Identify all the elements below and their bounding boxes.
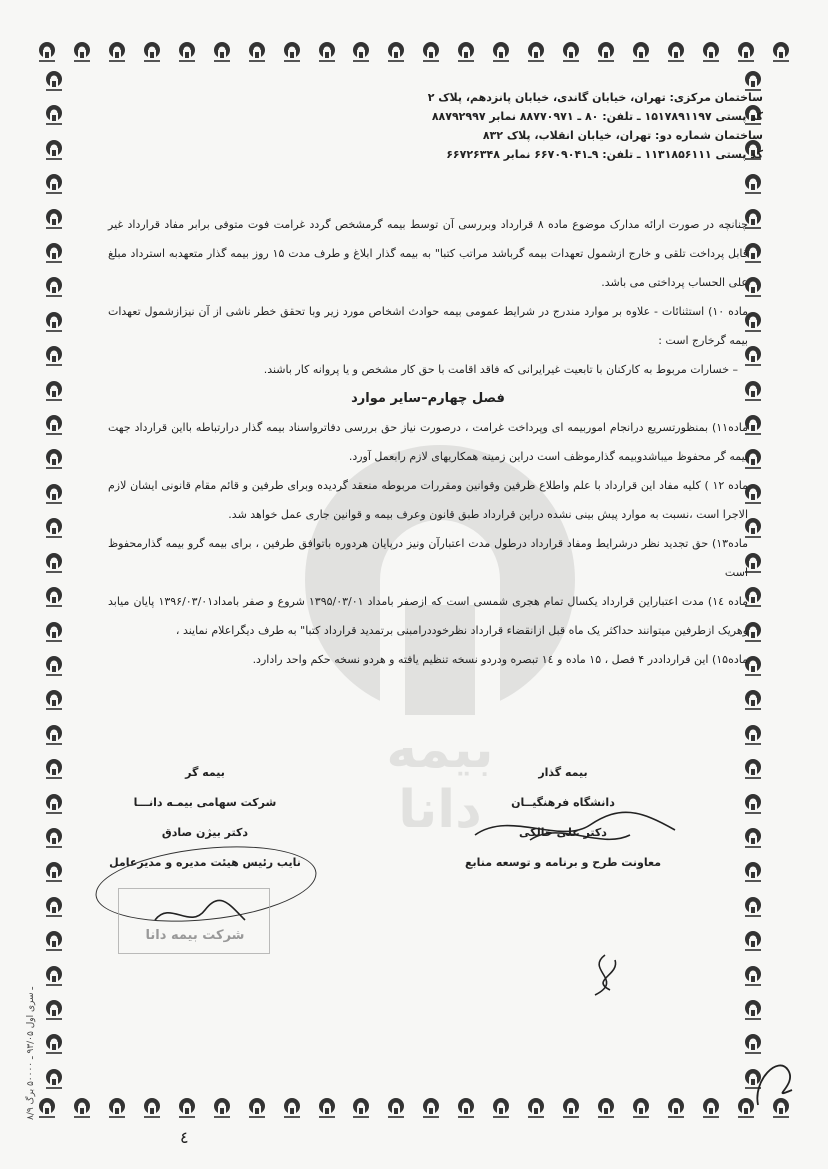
dana-logo-icon [246, 1097, 268, 1119]
dana-logo-icon [385, 1097, 407, 1119]
dana-logo-icon [490, 1097, 512, 1119]
dana-logo-icon [43, 861, 65, 883]
dana-logo-icon [742, 827, 764, 849]
dana-logo-icon [560, 1097, 582, 1119]
dana-logo-icon [742, 173, 764, 195]
dana-logo-icon [43, 483, 65, 505]
dana-logo-icon [350, 1097, 372, 1119]
border-top [36, 32, 792, 72]
insurer-name: دکتر بیژن صادق [161, 826, 249, 839]
dana-logo-icon [281, 41, 303, 63]
paragraph-death-claim: چنانچه در صورت ارائه مدارک موضوع ماده ۸ قرارداد وبررسی آن توسط بیمه گرمشخص گردد غرامت فوت متوفی برابر مفاد قرارداد غیر قابل پرداخت تلقی و خارج ازشمول تعهدات بیمه گرباشد مراتب کتبا" به بیمه گذار ابلاغ و طرف مدت ۱۵ روز بیمه گذار متعهدبه استرداد مبلغ علی الحساب پرداختی می باشد. [108, 218, 748, 289]
dana-logo-icon [43, 586, 65, 608]
article-15: ماده۱۵) این قرارداددر ۴ فصل ، ۱۵ ماده و ۱٤ تبصره ودردو نسخه تنظیم یافته و هردو نسخه حکم واحد رادارد. [252, 653, 748, 666]
dana-logo-icon [43, 139, 65, 161]
dana-logo-icon [36, 41, 58, 63]
section-title: فصل چهارم–سایر موارد [351, 391, 505, 406]
side-print-note: ۸/۹ ـ سری اول ۹۳/۰۵ ـ ۵۰۰۰۰ برگ [26, 986, 36, 1120]
article-13: ماده۱۳) حق تجدید نظر درشرایط ومفاد قرارداد درطول مدت اعتبارآن ونیز درپایان هردوره باتوافق طرفین ، برای بیمه گرو بیمه گذارمحفوظ است [108, 537, 748, 579]
dana-logo-icon [742, 930, 764, 952]
dana-logo-icon [176, 41, 198, 63]
dana-logo-icon [106, 1097, 128, 1119]
handwritten-mark-middle [575, 950, 635, 1000]
exclusion-bullet: – خسارات مربوط به کارکنان با تابعیت غیرایرانی که فاقد اقامت با حق کار مشخص و یا پروانه کار باشند. [263, 363, 738, 376]
address-line-4: کد پستی ۱۱۳۱۸۵۶۱۱۱ ـ تلفن: ۹ـ۶۶۷۰۹۰۴۱ نمابر ۶۶۷۲۶۳۴۸ [446, 148, 763, 161]
dana-logo-icon [43, 793, 65, 815]
dana-logo-icon [665, 1097, 687, 1119]
insurer-title: نایب رئیس هیئت مدیره و مدیرعامل [109, 856, 301, 869]
handwritten-initials-bottom-right [748, 1050, 796, 1110]
dana-logo-icon [595, 1097, 617, 1119]
dana-logo-icon [43, 930, 65, 952]
dana-logo-icon [700, 1097, 722, 1119]
dana-logo-icon [281, 1097, 303, 1119]
dana-logo-icon [742, 861, 764, 883]
dana-logo-icon [742, 689, 764, 711]
dana-logo-icon [385, 41, 407, 63]
dana-logo-icon [770, 41, 792, 63]
article-11: ماده۱۱) بمنظورتسریع درانجام اموربیمه ای وپرداخت غرامت ، درصورت نیاز حق بررسی دفاترواسناد بیمه گذار درارتباطه بااین قرارداد جهت بیمه گر محفوظ میباشدوبیمه گذارموظف است دراین زمینه همکاریهای لازم رابعمل آورد. [108, 421, 748, 463]
dana-logo-icon [316, 41, 338, 63]
dana-logo-icon [742, 793, 764, 815]
dana-logo-icon [43, 242, 65, 264]
dana-logo-icon [43, 1068, 65, 1090]
insured-role: بیمه گذار [538, 766, 588, 779]
dana-logo-icon [211, 1097, 233, 1119]
dana-logo-icon [630, 1097, 652, 1119]
dana-logo-icon [43, 448, 65, 470]
dana-logo-icon [71, 1097, 93, 1119]
dana-logo-icon [141, 41, 163, 63]
address-line-1: ساختمان مرکزی: تهران، خیابان گاندی، خیابان پانزدهم، پلاک ۲ [427, 91, 763, 104]
handwritten-signature-insured [470, 800, 680, 860]
dana-logo-icon [742, 896, 764, 918]
address-header [323, 88, 763, 164]
article-14: ماده ۱٤) مدت اعتباراین قرارداد یکسال تمام هجری شمسی است که ازصفر بامداد ۱۳۹۵/۰۳/۰۱ شروع و صفر بامداد۱۳۹۶/۰۳/۰۱ پایان میابد وهریک ازطرفین میتوانند حداکثر یک ماه قبل ازانقضاء قرارداد نظرخوددرامبنی برتمدید قرارداد کتبا" به طرف دیگراعلام نمایند ، [108, 595, 749, 637]
address-line-3: ساختمان شماره دو: تهران، خیابان انقلاب، پلاک ۸۳۲ [482, 129, 763, 142]
insurer-org: شرکت سهامی بیمـه دانـــا [133, 796, 277, 809]
dana-logo-icon [43, 208, 65, 230]
dana-logo-icon [700, 41, 722, 63]
dana-logo-icon [43, 345, 65, 367]
dana-logo-icon [420, 41, 442, 63]
dana-logo-icon [490, 41, 512, 63]
dana-logo-icon [43, 689, 65, 711]
dana-logo-icon [43, 70, 65, 92]
dana-logo-icon [43, 1033, 65, 1055]
dana-logo-icon [735, 41, 757, 63]
dana-logo-icon [43, 552, 65, 574]
dana-logo-icon [43, 965, 65, 987]
dana-logo-icon [246, 41, 268, 63]
insured-name: دکتر علی خالکی [519, 826, 607, 839]
article-12: ماده ۱۲ ) کلیه مفاد این قرارداد با علم واطلاع طرفین وقوانین ومقررات مربوطه منعقد گردیده وبرای طرفین و قائم مقام قانونی ایشان لازم الاجرا است ،نسبت به موارد پیش بینی نشده دراین قرارداد طبق قانون وعرف بیمه و قوانین جاری عمل خواهد شد. [108, 479, 749, 521]
dana-logo-icon [742, 724, 764, 746]
dana-logo-icon [43, 621, 65, 643]
dana-logo-icon [43, 276, 65, 298]
dana-logo-icon [176, 1097, 198, 1119]
address-line-2: کد پستی ۱۵۱۷۸۹۱۱۹۷ ـ تلفن: ۸۰ ـ ۸۸۷۷۰۹۷۱ نمابر ۸۸۷۹۲۹۹۷ [431, 110, 763, 123]
dana-logo-icon [43, 724, 65, 746]
dana-logo-icon [43, 896, 65, 918]
dana-logo-icon [742, 999, 764, 1021]
dana-logo-icon [595, 41, 617, 63]
dana-logo-icon [71, 41, 93, 63]
watermark-text: بیمه دانا [386, 720, 494, 840]
dana-logo-icon [350, 41, 372, 63]
dana-logo-icon [211, 41, 233, 63]
dana-logo-icon [525, 41, 547, 63]
stamp-text: شرکت بیمه دانا [145, 928, 245, 943]
dana-logo-icon [43, 517, 65, 539]
dana-logo-icon [455, 1097, 477, 1119]
insured-org: دانشگاه فرهنگیــان [511, 796, 615, 809]
dana-logo-icon [106, 41, 128, 63]
dana-logo-icon [43, 827, 65, 849]
dana-logo-icon [455, 41, 477, 63]
dana-logo-icon [43, 999, 65, 1021]
dana-logo-icon [43, 655, 65, 677]
dana-logo-icon [43, 311, 65, 333]
page-number: ٤ [180, 1128, 189, 1147]
border-bottom [36, 1088, 792, 1128]
dana-logo-icon [141, 1097, 163, 1119]
dana-logo-icon [420, 1097, 442, 1119]
dana-logo-icon [316, 1097, 338, 1119]
insurer-role: بیمه گر [185, 766, 225, 779]
article-10: ماده ۱۰) استثنائات - علاوه بر موارد مندرج در شرایط عمومی بیمه حوادث اشخاص مورد زیر وبا تحقق خطر ناشی از آن نیزازشمول تعهدات بیمه گرخارج است : [108, 305, 749, 347]
dana-logo-icon [43, 104, 65, 126]
dana-logo-icon [525, 1097, 547, 1119]
contract-body [108, 210, 748, 674]
dana-logo-icon [43, 173, 65, 195]
dana-logo-icon [560, 41, 582, 63]
dana-logo-icon [43, 414, 65, 436]
dana-logo-icon [742, 758, 764, 780]
dana-logo-icon [630, 41, 652, 63]
insured-title: معاونت طرح و برنامه و توسعه منابع [464, 856, 662, 869]
dana-logo-icon [742, 965, 764, 987]
handwritten-signature-insurer [150, 895, 250, 935]
dana-logo-icon [43, 758, 65, 780]
dana-logo-icon [665, 41, 687, 63]
dana-logo-icon [43, 380, 65, 402]
